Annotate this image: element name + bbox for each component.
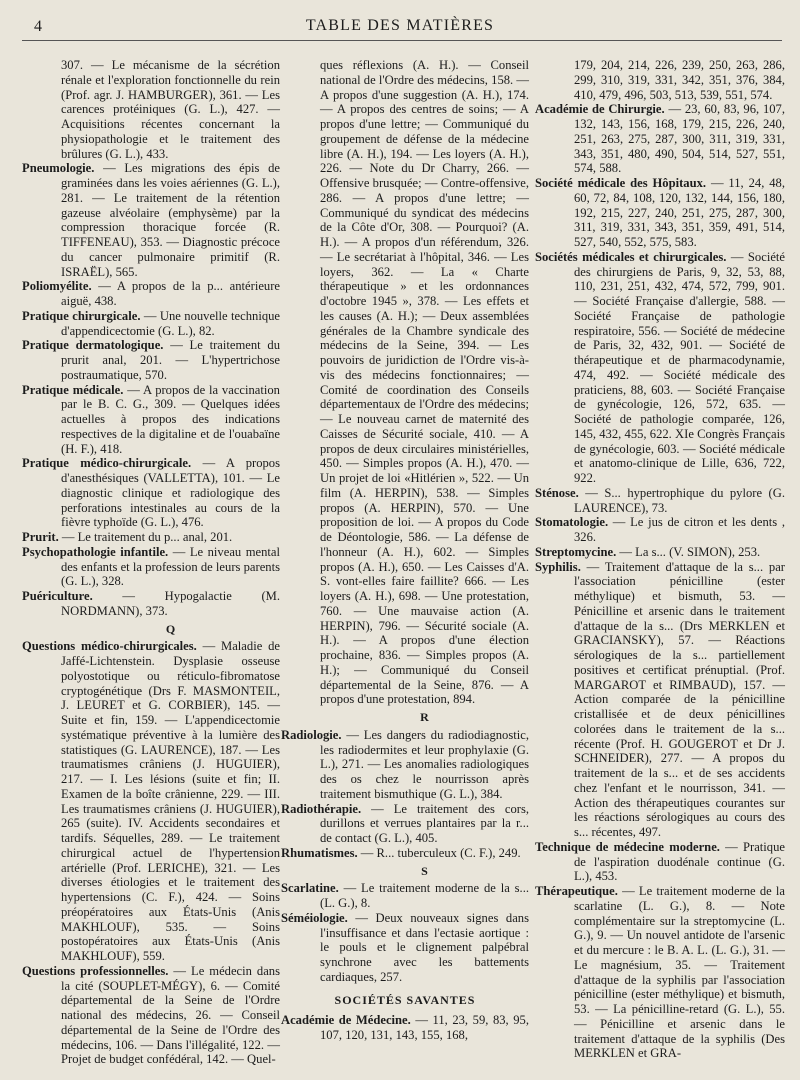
- entry-heading: Stomatologie.: [535, 515, 609, 530]
- entry-heading: Prurit.: [22, 530, 59, 544]
- index-entry: [281, 1013, 529, 1043]
- page-title: TABLE DES MATIÈRES: [305, 17, 495, 34]
- column-left: [22, 58, 280, 1067]
- index-entry: [22, 383, 280, 457]
- entry-heading: Puériculture.: [22, 589, 93, 603]
- index-entry: [281, 728, 529, 802]
- entry-heading: Sténose.: [535, 485, 579, 500]
- entry-continuation: 179, 204, 214, 226, 239, 250, 263, 286, 299, 310, 319, 331, 342, 351, 376, 384, 410, 479, 496, 503, 513, 539, 551, 574.: [574, 58, 785, 102]
- entry-body: — La s... (V. SIMON), 253.: [616, 544, 761, 559]
- column-right: [535, 58, 785, 1061]
- index-entry: [22, 161, 280, 279]
- entry-heading: Pratique médicale.: [22, 382, 124, 397]
- entry-heading: Questions médico-chirurgicales.: [22, 639, 197, 654]
- entry-body: — S... hypertrophique du pylore (G. LAURENCE), 73.: [574, 485, 785, 515]
- entry-body: — Maladie de Jaffé-Lichtenstein. Dysplasie osseuse polyostotique ou réticulo-fibromatose cryptogénétique (Drs F. MASMONTEIL, J. LEURET et G. CORBIER), 145. — Suite et fin, 159. — L'appendicectomie systématique préventive à la lumière des statistiques (G. LAURENCE), 187. — Les traumatismes crâniens (J. HUGUIER), 217. — I. Les lésions (suite et fin; II. Examen de la boîte crânienne, 229. — III. Les traumatismes crâniens (J. HUGUIER), 265 (suite). IV. Accidents secondaires et tardifs. Séquelles, 289. — Le traitement chirurgical actuel de l'hypertension artérielle (Prof. LERICHE), 321. — Les diverses étiologies et le traitement des hypertensions (C. F.), 424. — Soins préopératoires aux États-Unis (Anis MAKHLOUF), 535. — Soins postopératoires aux États-Unis (Anis MAKHLOUF), 559.: [61, 639, 280, 963]
- index-entry: [22, 639, 280, 964]
- entry-body: — Les migrations des épis de graminées dans les voies aériennes (G. L.), 281. — Le traitement de la rétention gazeuse alvéolaire (emphysème) par la compression thoracique forcée (R. TIFFENEAU), 353. — Diagnostic précoce du cancer pulmonaire primitif (R. ISRAËL), 565.: [61, 161, 280, 279]
- entry-heading: Streptomycine.: [535, 544, 617, 559]
- index-entry: [22, 338, 280, 382]
- letter-divider: R: [420, 710, 429, 724]
- entry-body: — Le médecin dans la cité (SOUPLET-MÉGY), 6. — Comité départemental de la Seine de l'Ordre national des médecins, 26. — Conseil départemental de la Seine de l'Ordre des médecins, 106. — Dans l'illégalité, 122. — Projet de budget confédéral, 142. — Quel-: [61, 963, 280, 1067]
- entry-body: — Traitement d'attaque de la s... par l'association pénicilline (ester méthylique) et bismuth, 53. — Pénicilline et arsenic dans le traitement d'attaque de la s... (Drs MERKLEN et GRACIANSKY), 57. — Réactions sérologiques de la s... partiellement positives et certificat prénuptial. (Prof. MARGAROT et RIMBAUD), 157. — Action comparée de la pénicilline cristallisée et de deux pénicillines colorées dans le traitement de la s... récente (Prof. H. GOUGEROT et Dr J. SCHNEIDER), 277. — A propos du traitement de la s... et de ses accidents chez l'enfant et le nourrisson, 341. — Action des thérapeutiques courantes sur les réactions sérologiques au cours des s... récentes, 497.: [574, 559, 785, 839]
- letter-divider: Q: [165, 621, 176, 636]
- header-rule: [22, 40, 782, 41]
- entry-body: — Le traitement du p... anal, 201.: [58, 530, 233, 544]
- index-entry: [281, 802, 529, 846]
- entry-body: — 11, 23, 59, 83, 95, 107, 120, 131, 143, 155, 168,: [320, 1013, 529, 1042]
- entry-heading: Radiologie.: [281, 727, 342, 742]
- entry-heading: Poliomyélite.: [22, 279, 92, 294]
- entry-body: — Le niveau mental des enfants et la profession de leurs parents (G. L.), 328.: [61, 544, 280, 589]
- index-entry: [22, 456, 280, 530]
- entry-body: — Société des chirurgiens de Paris, 9, 32, 53, 88, 110, 231, 251, 432, 474, 572, 799, 901. — Société Française d'allergie, 588. — Société Française de pathologie respiratoire, 556. — Société de médecine de Paris, 32, 432, 901. — Société de thérapeutique et de pharmacodynamie, 474, 492. — Société médicale des praticiens, 88, 603. — Société Française de gynécologie, 126, 572, 635. — Société de pathologie comparée, 126, 145, 432, 455, 622. XIe Congrès Français de gynécologie, 603. — Société médicale et anatomo-clinique de Lille, 636, 722, 922.: [574, 249, 785, 485]
- entry-body: — Le traitement moderne de la s... (L. G.), 8.: [320, 881, 529, 910]
- entry-heading: Pratique dermatologique.: [22, 338, 164, 353]
- index-entry: [535, 884, 785, 1061]
- entry-heading: Scarlatine.: [281, 881, 339, 896]
- page-header: [0, 14, 800, 40]
- entry-heading: Pratique médico-chirurgicale.: [22, 456, 192, 471]
- entry-body: — Deux nouveaux signes dans l'insuffisance et dans l'ectasie aortique : le pouls et le clignement palpébral synchrone avec les battements cardiaques, 257.: [320, 910, 529, 984]
- letter-divider: S: [421, 863, 428, 878]
- entry-body: — Hypogalactie (M. NORDMANN), 373.: [61, 589, 280, 618]
- entry-continuation: 307. — Le mécanisme de la sécrétion rénale et l'exploration fonctionnelle du rein (Prof. agr. J. HAMBURGER), 361. — Les carences protéiniques (G. L.), 427. — Acquisitions récentes concernant la physiopathologie et le traitement des brûlures (G. L.), 433.: [61, 58, 280, 161]
- entry-continuation: ques réflexions (A. H.). — Conseil national de l'Ordre des médecins, 158. — A propos d'une suggestion (A. H.), 174. — A propos des centres de soins; — A propos d'une lettre; — Communiqué du groupement de défense de la médecine libre (A. H.), 194. — Les loyers (A. H.), 226. — Note du Dr Charry, 266. — Offensive brusquée; — Contre-offensive, 286. — A propos d'une lettre; — Communiqué du syndicat des médecins de la Côte d'Or, 308. — Pourquoi? (A. H.). — A propos d'un référendum, 326. — Le secrétariat à l'hôpital, 346. — Les loyers, 362. — La « Charte thérapeutique » et les ordonnances d'octobre 1945 », 378. — Les effets et les causes (A. H.); — Deux assemblées générales de la Chambre syndicale des médecins de la Seine, 394. — Les pouvoirs de juridiction de l'Ordre vis-à-vis des médecins fonctionnaires; — Comité de coordination des Conseils départementaux de l'Ordre des médecins; — Le nouveau carnet de maternité des Caisses de Sécurité sociale, 410. — A propos de deux circulaires ministérielles, 450. — Simples propos (A. H.), 470. — Un projet de loi «Hitlérien », 522. — Un film (A. HERPIN), 538. — Simples propos (A. HERPIN), 570. — Une proposition de loi. — A propos du Code de Déontologie, 586. — La défense de l'honneur (A. H.), 602. — Simples propos (A. H.), 650. — Les Caisses d'A. S. vont-elles faire faillite? 666. — Les loyers (A. H.), 698. — Une protestation, 760. — Une mauvaise action (A. HERPIN), 796. — Sécurité sociale (A. H.). — A propos d'une élection prochaine, 836. — Simples propos (A. H.); — Communiqué du Conseil départemental de la Seine, 876. — A propos d'une protestation, 894.: [320, 58, 529, 707]
- entry-heading: Thérapeutique.: [535, 884, 618, 898]
- entry-heading: Questions professionnelles.: [22, 963, 169, 978]
- entry-heading: Pneumologie.: [22, 161, 95, 176]
- index-entry: [535, 250, 785, 486]
- index-entry: [535, 545, 785, 560]
- entry-body: — Pratique de l'aspiration duodénale continue (G. L.), 453.: [574, 839, 785, 884]
- entry-heading: Syphilis.: [535, 559, 581, 574]
- index-entry: [22, 279, 280, 309]
- entry-body: — A propos de la p... antérieure aiguë, 438.: [61, 279, 280, 308]
- column-middle: [281, 58, 529, 1043]
- entry-heading: Séméiologie.: [281, 910, 348, 925]
- index-entry: [281, 911, 529, 985]
- entry-body: — Les dangers du radiodiagnostic, les radiodermites et leur prophylaxie (G. L.), 271. — Les anomalies radiologiques des os chez le nourrisson après traitement bismuthique (G. L.), 384.: [320, 727, 529, 801]
- entry-heading: Psychopathologie infantile.: [22, 544, 169, 559]
- page-number: 4: [34, 18, 43, 35]
- entry-body: — Le traitement des cors, durillons et verrues plantaires par la r... de contact (G. L.), 405.: [320, 801, 529, 845]
- entry-body: — R... tuberculeux (C. F.), 249.: [357, 845, 521, 860]
- entry-heading: Sociétés médicales et chirurgicales.: [535, 249, 727, 264]
- index-entry: [22, 545, 280, 589]
- entry-body: — Le traitement du prurit anal, 201. — L'hypertrichose postraumatique, 570.: [61, 338, 280, 382]
- index-entry: [22, 964, 280, 1067]
- index-entry: [535, 176, 785, 250]
- entry-heading: Radiothérapie.: [281, 801, 362, 816]
- index-entry: [281, 846, 529, 861]
- entry-body: — 23, 60, 83, 96, 107, 132, 143, 156, 168, 179, 215, 226, 240, 251, 263, 275, 287, 300, 311, 319, 331, 343, 351, 480, 490, 504, 514, 527, 551, 574, 588.: [574, 102, 785, 176]
- entry-body: — 11, 24, 48, 60, 72, 84, 108, 120, 132, 144, 156, 180, 192, 215, 227, 240, 251, 275, 287, 300, 311, 319, 331, 343, 351, 359, 491, 514, 527, 540, 552, 575, 583.: [574, 176, 785, 249]
- entry-body: — Le traitement moderne de la scarlatine (L. G.), 8. — Note complémentaire sur la streptomycine (L. G.), 9. — Un nouvel antidote de l'arsenic et du mercure : le B. A. L. (L. G.), 31. — Le magnésium, 35. — Traitement d'attaque de la syphilis par l'association pénicilline (ester méthylique) et bismuth, 53. — La pénicilline-retard (G. L.), 55. — Pénicilline et arsenic dans le traitement d'attaque de la syphilis (Des MERKLEN et GRA-: [574, 884, 785, 1061]
- entry-heading: Pratique chirurgicale.: [22, 308, 141, 323]
- index-entry: [281, 881, 529, 911]
- index-entry: [535, 102, 785, 176]
- section-heading: SOCIÉTÉS SAVANTES: [334, 992, 476, 1007]
- entry-heading: Rhumatismes.: [281, 845, 358, 860]
- entry-heading: Technique de médecine moderne.: [535, 839, 720, 854]
- entry-body: — Une nouvelle technique d'appendicectomie (G. L.), 82.: [61, 308, 280, 338]
- index-entry: [535, 840, 785, 884]
- entry-body: — A propos d'anesthésiques (VALLETTA), 101. — Le diagnostic clinique et radiologique des perforations intestinales au cours de la fièvre typhoïde (G. L.), 476.: [61, 456, 280, 530]
- entry-body: — A propos de la vaccination par le B. C. G., 309. — Quelques idées actuelles à propos des indications respectives de la digitaline et de l'ouabaïne (H. F.), 418.: [61, 382, 280, 456]
- index-entry: [535, 515, 785, 545]
- index-entry: [535, 486, 785, 516]
- index-entry: [535, 560, 785, 840]
- index-entry: [22, 309, 280, 339]
- entry-heading: Académie de Chirurgie.: [535, 102, 665, 117]
- entry-heading: Société médicale des Hôpitaux.: [535, 176, 707, 190]
- entry-heading: Académie de Médecine.: [281, 1013, 411, 1028]
- index-entry: [22, 589, 280, 619]
- index-entry: [22, 530, 280, 545]
- entry-body: — Le jus de citron et les dents , 326.: [574, 515, 785, 544]
